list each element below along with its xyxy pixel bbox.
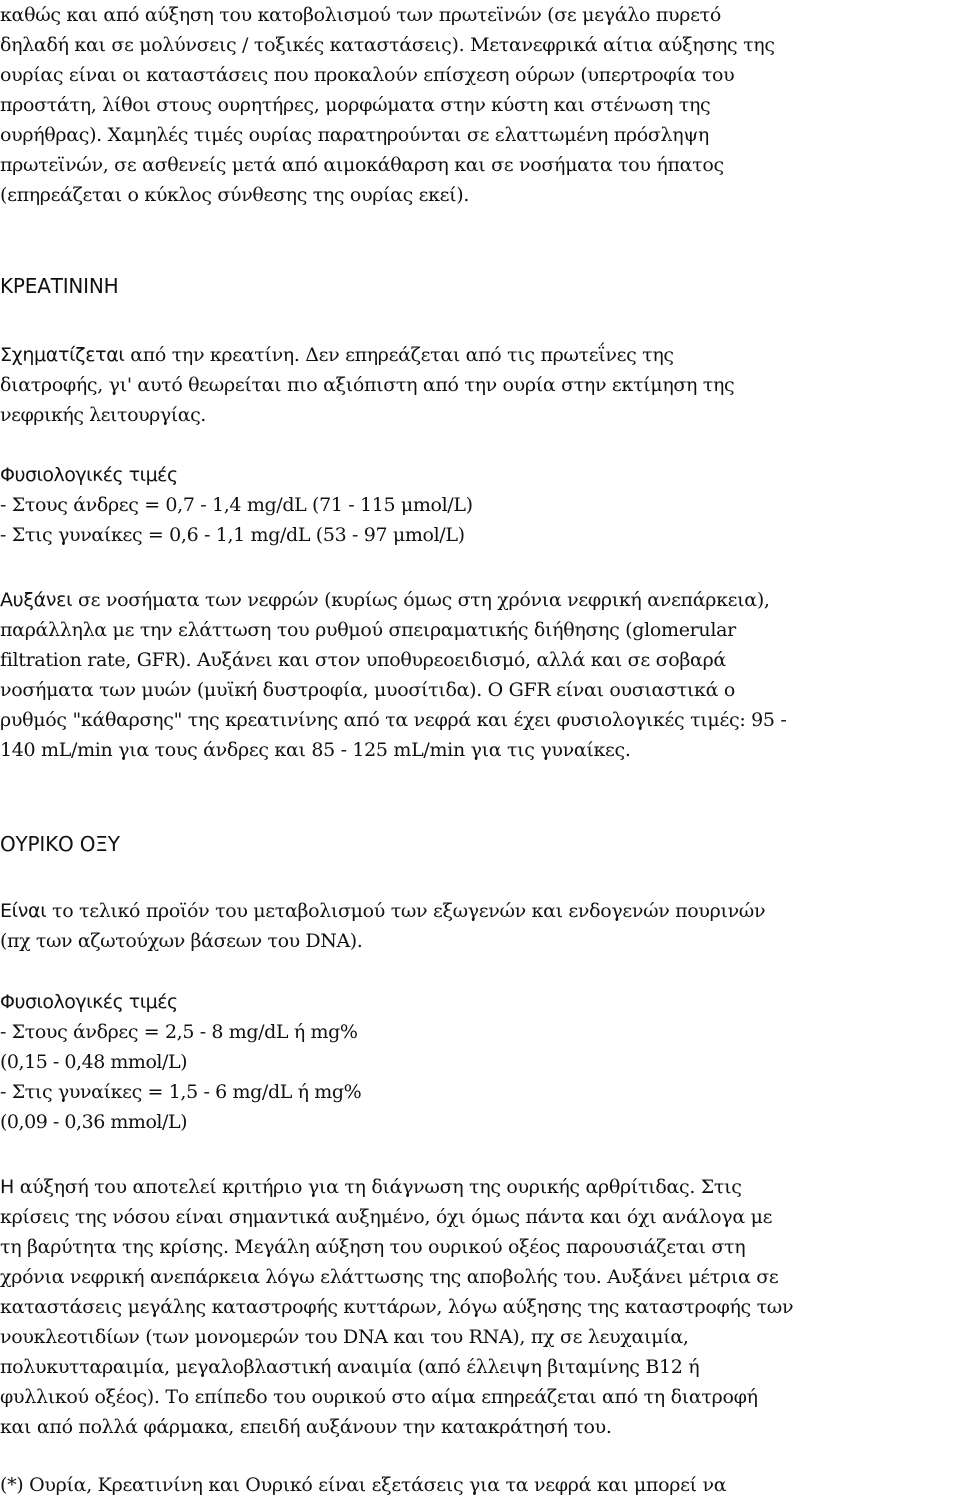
text-line: πρωτεϊνών, σε ασθενείς μετά από αιμοκάθαρση και σε νοσήματα του ήπατος	[0, 154, 724, 176]
text-line: νεφρικής λειτουργίας.	[0, 404, 206, 426]
increase-rest: αύξησή του αποτελεί κριτήριο για τη διάγνωση της ουρικής αρθρίτιδας. Στις	[13, 1176, 742, 1198]
text-line: φυλλικού οξέος). Το επίπεδο του ουρικού στο αίμα επηρεάζεται από τη διατροφή	[0, 1386, 758, 1408]
intro-rest: το τελικό προϊόν του μεταβολισμού των εξωγενών και ενδογενών πουρινών	[46, 900, 766, 922]
text-line: κρίσεις της νόσου είναι σημαντικά αυξημένο, όχι όμως πάντα και όχι ανάλογα με	[0, 1206, 773, 1228]
uric-acid-normal-values	[0, 987, 960, 1137]
text-line: ρυθμός "κάθαρσης" της κρεατινίνης από τα νεφρά και έχει φυσιολογικές τιμές: 95 -	[0, 709, 787, 731]
men-values: - Στους άνδρες = 2,5 - 8 mg/dL ή mg%	[0, 1021, 358, 1043]
urea-paragraph	[0, 0, 960, 210]
normal-rest: τιμές	[123, 464, 178, 486]
increase-lead: Αυξάνει	[0, 589, 73, 611]
increase-lead: Η	[0, 1176, 14, 1198]
text-line: (επηρεάζεται ο κύκλος σύνθεσης της ουρίας εκεί).	[0, 184, 470, 206]
text-line: τη βαρύτητα της κρίσης. Μεγάλη αύξηση του ουρικού οξέος παρουσιάζεται στη	[0, 1236, 746, 1258]
text-line: χρόνια νεφρική ανεπάρκεια λόγω ελάττωσης της αποβολής του. Αυξάνει μέτρια σε	[0, 1266, 779, 1288]
text-line	[0, 585, 960, 615]
text-line	[0, 896, 960, 926]
text-line: δηλαδή και σε μολύνσεις / τοξικές καταστάσεις). Μετανεφρικά αίτια αύξησης της	[0, 34, 775, 56]
increase-rest: σε νοσήματα των νεφρών (κυρίως όμως στη χρόνια νεφρική ανεπάρκεια),	[72, 589, 770, 611]
text-line: παράλληλα με την ελάττωση του ρυθμού σπειραματικής διήθησης (glomerular	[0, 619, 736, 641]
normal-values-label	[0, 987, 960, 1017]
text-line: ουρήθρας). Χαμηλές τιμές ουρίας παρατηρούνται σε ελαττωμένη πρόσληψη	[0, 124, 709, 146]
text-line: νουκλεοτιδίων (των μονομερών του DNA και του RNA), πχ σε λευχαιμία,	[0, 1326, 689, 1348]
text-line: filtration rate, GFR). Αυξάνει και στον υποθυρεοειδισμό, αλλά και σε σοβαρά	[0, 649, 726, 671]
women-values: - Στις γυναίκες = 0,6 - 1,1 mg/dL (53 - 97 μmol/L)	[0, 524, 465, 546]
uric-acid-increase-paragraph	[0, 1172, 960, 1442]
text-line: προστάτη, λίθοι στους ουρητήρες, μορφώματα στην κύστη και στένωση της	[0, 94, 711, 116]
footnote: (*) Ουρία, Κρεατινίνη και Ουρικό είναι εξετάσεις για τα νεφρά και μπορεί να	[0, 1474, 727, 1496]
intro-lead: Σχηματίζεται	[0, 344, 125, 366]
normal-rest: τιμές	[123, 991, 178, 1013]
text-line: καταστάσεις μεγάλης καταστροφής κυττάρων, λόγω αύξησης της καταστροφής των	[0, 1296, 794, 1318]
text-line	[0, 340, 960, 370]
creatinine-increase-paragraph	[0, 585, 960, 765]
text-line: ουρίας είναι οι καταστάσεις που προκαλούν επίσχεση ούρων (υπερτροφία του	[0, 64, 735, 86]
text-line: διατροφής, γι' αυτό θεωρείται πιο αξιόπιστη από την ουρία στην εκτίμηση της	[0, 374, 735, 396]
text-line: πολυκυτταραιμία, μεγαλοβλαστική αναιμία (από έλλειψη βιταμίνης Β12 ή	[0, 1356, 700, 1378]
intro-lead: Είναι	[0, 900, 47, 922]
creatinine-intro	[0, 340, 960, 430]
text-line	[0, 1172, 960, 1202]
women-values: - Στις γυναίκες = 1,5 - 6 mg/dL ή mg%	[0, 1081, 362, 1103]
intro-rest: από την κρεατίνη. Δεν επηρεάζεται από τις πρωτεΐνες της	[124, 344, 674, 366]
uric-acid-intro	[0, 896, 960, 956]
text-line: (πχ των αζωτούχων βάσεων του DNA).	[0, 930, 363, 952]
men-values: - Στους άνδρες = 0,7 - 1,4 mg/dL (71 - 115 μmol/L)	[0, 494, 473, 516]
creatinine-heading: ΚΡΕΑΤΙΝΙΝΗ	[0, 274, 119, 298]
women-values-mmol: (0,09 - 0,36 mmol/L)	[0, 1111, 188, 1133]
men-values-mmol: (0,15 - 0,48 mmol/L)	[0, 1051, 188, 1073]
text-line: και από πολλά φάρμακα, επειδή αυξάνουν την κατακράτησή του.	[0, 1416, 612, 1438]
text-line: νοσήματα των μυών (μυϊκή δυστροφία, μυοσίτιδα). Ο GFR είναι ουσιαστικά ο	[0, 679, 735, 701]
normal-lead: Φυσιολογικές	[0, 464, 124, 486]
uric-acid-heading: ΟΥΡΙΚΟ ΟΞΥ	[0, 832, 120, 856]
normal-values-label	[0, 460, 960, 490]
creatinine-normal-values	[0, 460, 960, 550]
text-line: 140 mL/min για τους άνδρες και 85 - 125 mL/min για τις γυναίκες.	[0, 739, 631, 761]
normal-lead: Φυσιολογικές	[0, 991, 124, 1013]
text-line: καθώς και από αύξηση του κατοβολισμού των πρωτεϊνών (σε μεγάλο πυρετό	[0, 4, 721, 26]
